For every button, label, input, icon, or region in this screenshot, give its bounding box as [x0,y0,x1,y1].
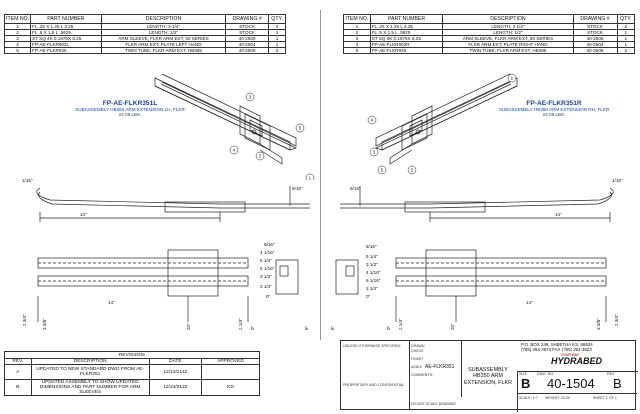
bom-cell-item: 1 [344,24,371,30]
tb-no-scale: DO NOT SCALE DRAWING [411,402,456,406]
bom-header-qty: QTY. [617,15,634,24]
rev-cell-rev: B [5,380,32,396]
bom-cell-part: FL .25 X 1.25 L 3.25 [31,24,102,30]
dim-label: 2 1/4" [238,318,243,330]
tb-title-cell [461,367,515,397]
bom-cell-dwg: 40-2505 [573,36,617,42]
balloon-1: 1 [510,75,514,81]
tb-weight: WEIGHT: 23.09 [545,396,570,400]
rev-cell-approved [201,365,259,380]
bom-row [5,36,286,42]
bom-header-part: PART NUMBER [370,15,443,24]
dim-label: 1/16" [612,178,623,183]
tb-unless: UNLESS OTHERWISE SPECIFIED: [343,344,402,348]
bom-cell-dwg: 40-2506 [226,48,269,54]
bom-row [344,36,635,42]
bom-cell-desc: TWIN TUBE, FLKR ARM EXT, HB385 [443,48,573,54]
tb-scale: SCALE: 1:7 [519,396,538,400]
tb-divider-1 [341,341,410,409]
dim-label: 9/16" [350,186,361,191]
tb-rev: B [613,376,622,391]
dim-label: 20" [450,323,455,330]
dim-label: 2 3/4" [22,314,27,326]
bom-header-item: ITEM NO. [6,15,30,22]
left-assembly-name: FP-AE-FLKR351L [102,100,158,107]
dim-label: 0" [386,325,391,330]
dim-label: 5 1/4" [366,254,378,259]
bom-header-row [5,15,286,24]
revisions-title-row [5,352,260,359]
balloon-1: 1 [308,175,312,180]
bom-row [344,42,635,48]
dim-label: 5/16" [366,244,377,249]
bom-cell-qty: 1 [617,42,634,48]
bom-cell-item: 4 [344,42,371,48]
right-front-view [326,236,626,336]
right-top-view [330,172,630,230]
dim-label: 6" [330,325,335,330]
dim-label: 0" [366,294,371,299]
dim-label: 14" [526,300,533,305]
bom-header-row [344,15,635,24]
bom-row [5,48,286,54]
tb-sheet: SHEET 1 OF 1 [593,396,617,400]
left-assembly-desc: SUBASSEMBLY HB350 ARM EXTENSION LH, FLKR [75,107,185,112]
dim-label: 0" [250,325,255,330]
bom-cell-qty: 2 [617,48,634,54]
balloon-2: 2 [258,153,262,159]
rev-cell-date: 12/23/2122 [149,380,201,396]
dim-label: 3 1/2" [366,262,378,267]
tb-asm: ASM # [411,365,422,369]
bom-cell-part: FP-AE-FLKR935 [31,48,102,54]
dim-label: 2 1/4" [398,318,403,330]
bom-cell-item: 1 [5,24,31,30]
bom-table-left [4,14,286,54]
tb-finish-val: AE-FLKR351 [425,364,455,370]
dim-label: 3 5/8" [596,318,601,330]
tb-brand-name: HYDRABED [551,356,603,366]
bom-cell-dwg: STOCK [226,24,269,30]
rev-cell-rev: A [5,365,32,380]
dim-label: 5 1/4" [260,258,272,263]
bom-cell-dwg: STOCK [573,30,617,36]
balloon-3: 3 [248,94,252,100]
bom-cell-desc: ARM SLEEVE, FLKR ARM EXT, 50 SERIES [101,36,225,42]
bom-cell-part: FL .25 X 1.25 L 3.25 [370,24,443,30]
bom-cell-qty: 2 [617,24,634,30]
bom-cell-dwg: 40-2506 [573,48,617,54]
rev-header-rev: REV. [5,359,32,365]
tb-proprietary: PROPRIETARY AND CONFIDENTIAL [343,383,405,387]
bom-header-dwg: DRAWING # [573,15,617,24]
bom-cell-desc: LENGTH: 1/2" [101,30,225,36]
bom-cell-qty: 1 [269,42,286,48]
balloon-4: 4 [370,117,374,123]
bom-header-dwg: DRAWING # [226,15,269,24]
bom-header-qty: QTY. [269,15,286,24]
bom-cell-desc: FLKR ARM EXT, PLATE LEFT HAND [101,42,225,48]
left-isometric-view [150,70,320,180]
bom-cell-dwg: 40-2504 [226,42,269,48]
right-isometric-view [352,70,527,180]
bom-cell-item: 2 [5,30,31,36]
bom-cell-desc: FLKR ARM EXT, PLATE RIGHT HAND [443,42,573,48]
dim-label: 3 5/8" [42,318,47,330]
bom-cell-qty: 1 [617,36,634,42]
rev-cell-desc: UPDATED ASSEMBLY TO SHOW UPDATED DIMENSIONS AND PART NUMBER FOR ARM SLEEVES [31,380,149,396]
bom-cell-item: 3 [344,36,371,42]
dim-label: 6 1/16" [260,266,275,271]
tb-check: CHECK [411,349,424,353]
left-assembly-weight: 23.09 LBS. [118,112,142,117]
title-block [340,340,636,410]
dim-label: 20" [186,323,191,330]
bom-cell-item: 2 [344,30,371,36]
tb-title-3: EXTENSION, FLKR [464,379,512,386]
balloon-4: 4 [232,147,236,153]
dim-label: 14" [555,212,562,217]
dim-label: 2 1/4" [260,284,272,289]
bom-header-desc: DESCRIPTION [101,15,225,24]
bom-cell-desc: TWIN TUBE, FLKR ARM EXT, HB385 [101,48,225,54]
tb-brand-tag: YOUR WAY [561,353,580,357]
left-front-view [18,236,318,336]
rev-header-desc: DESCRIPTION [31,359,149,365]
bom-cell-dwg: STOCK [573,24,617,30]
right-assembly-weight: 23.09 LBS. [542,112,566,117]
bom-header-desc: DESCRIPTION [443,15,573,24]
balloon-5: 5 [380,167,384,173]
bom-cell-dwg: STOCK [226,30,269,36]
bom-cell-desc: LENGTH: 1/2" [443,30,573,36]
tb-rev-lbl: REV [607,372,615,376]
bom-table-right [343,14,635,54]
bom-cell-item: 5 [344,48,371,54]
bom-cell-qty: 1 [269,30,286,36]
rev-header-date: DATE [149,359,201,365]
revisions-table [4,351,260,396]
dim-label: 14" [80,212,87,217]
tb-title-2: HB350 ARM [473,373,503,380]
bom-cell-dwg: 40-2505 [226,36,269,42]
bom-header-item: ITEM NO. [345,15,369,22]
dim-label: 0" [266,294,271,299]
dim-label: 9/16" [292,186,303,191]
sheet-divider [320,10,321,340]
revisions-title: REVISIONS [5,352,260,359]
revision-row [5,380,260,396]
revision-row [5,365,260,380]
tb-bottom-line [517,393,637,394]
tb-size-lbl: SIZE [519,372,527,376]
tb-drawn: DRAWN [411,344,425,348]
bom-cell-part: FP-AE-FLKR902L [31,42,102,48]
tb-dwg-no: 40-1504 [547,376,595,391]
bom-cell-item: 5 [5,48,31,54]
bom-cell-part: FL .5 X 1.5 L .5625 [31,30,102,36]
right-assembly-name: FP-AE-FLKR351R [526,100,582,107]
bom-cell-qty: 2 [269,24,286,30]
bom-cell-qty: 1 [269,36,286,42]
bom-cell-dwg: 40-2504 [573,42,617,48]
dim-label: 9/16" [264,242,275,247]
bom-cell-qty: 1 [617,30,634,36]
bom-cell-desc: ARM SLEEVE, FLKR ARM EXT, 50 SERIES [443,36,573,42]
bom-cell-item: 3 [5,36,31,42]
bom-row [5,42,286,48]
tb-comments: COMMENTS: [411,373,433,377]
bom-row [344,48,635,54]
tb-finish: FINISH [411,357,423,361]
balloon-5: 5 [298,125,302,131]
balloon-2: 2 [410,167,414,173]
bom-cell-part: ST SQ 4K 0.1875X 8.25 [370,36,443,42]
bom-cell-part: FL .5 X 1.5 L .5625 [370,30,443,36]
rev-cell-date: 12/12/2112 [149,365,201,380]
bom-cell-qty: 2 [269,48,286,54]
bom-cell-desc: LENGTH: 3-1/4" [101,24,225,30]
left-top-view [20,172,320,230]
bom-cell-item: 4 [5,42,31,48]
rev-cell-approved: KD [201,380,259,396]
tb-address-2: (785) 284-3674 FAX (785) 284-3623 [521,347,592,352]
bom-header-part: PART NUMBER [31,15,102,24]
dim-label: 4 1/16" [366,270,381,275]
balloon-3: 3 [372,149,376,155]
rev-cell-desc: UPDATED TO NEW STANDARD DWG FROM AE-FLKR351 [31,365,149,380]
dim-label: 2 1/4" [366,286,378,291]
dim-label: 3 1/2" [260,274,272,279]
tb-dwg-lbl: DWG. NO. [537,372,555,376]
dim-label: 2 3/4" [614,314,619,326]
dim-label: 6" [304,325,309,330]
tb-address-1: P.O. BOX 248, SABETHA KS, 66534 [521,342,593,347]
bom-cell-part: ST SQ 4K 0.1875X 8.25 [31,36,102,42]
right-assembly-desc: SUBASSEMBLY HB350 ARM EXTENSION RH, FLKR [498,107,610,112]
dim-label: 1/16" [22,178,33,183]
bom-cell-desc: LENGTH: 3 1/4" [443,24,573,30]
dim-label: 14" [108,300,115,305]
tb-brand-logo [537,353,623,367]
tb-title-1: SUBASSEMBLY [468,367,508,373]
bom-cell-part: FP-AE-FLKR902R [370,42,443,48]
tb-size: B [521,376,531,391]
dim-label: 4 1/16" [260,250,275,255]
bom-cell-part: FP-AE-FLKR935 [370,48,443,54]
dim-label: 6 1/16" [366,278,381,283]
rev-header-approved: APPROVED [201,359,259,365]
